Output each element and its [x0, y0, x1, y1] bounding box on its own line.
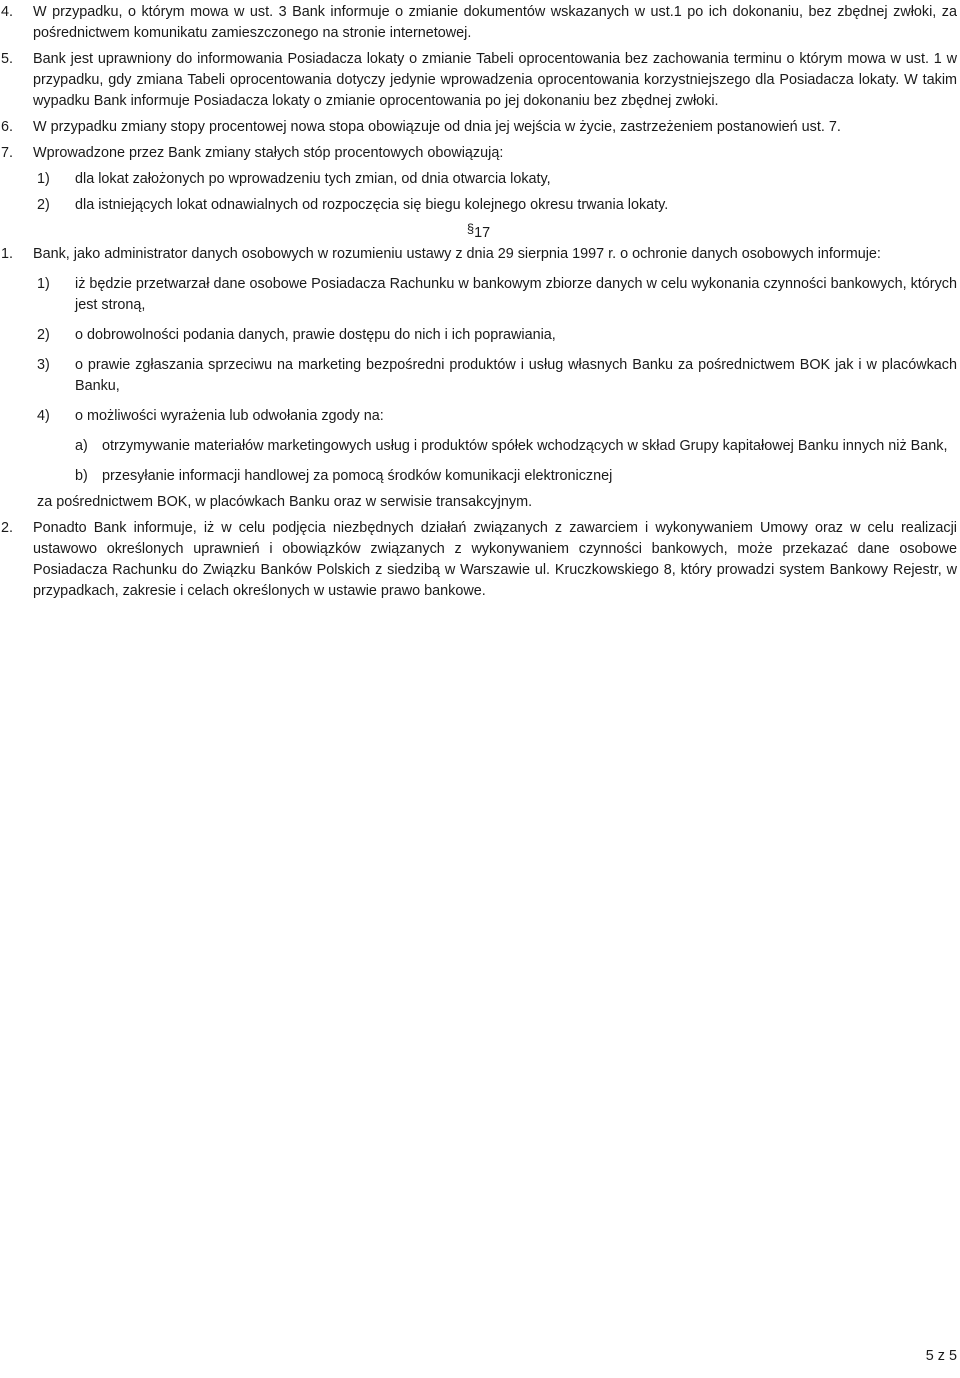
sub-list-item — [0, 325, 957, 346]
sub-item-number: 1) — [37, 276, 50, 292]
sub-list-item — [0, 274, 957, 316]
sub-sub-list-item — [0, 436, 957, 457]
document-page — [0, 2, 957, 602]
sub-list-item — [0, 406, 957, 427]
sub-item-text: dla lokat założonych po wprowadzeniu tych zmian, od dnia otwarcia lokaty, — [75, 171, 551, 187]
sub-item-text: iż będzie przetwarzał dane osobowe Posiadacza Rachunku w bankowym zbiorze danych w celu wykonania czynności bankowych, których jest stroną, — [75, 276, 957, 313]
sub-item-text: dla istniejących lokat odnawialnych od rozpoczęcia się biegu kolejnego okresu trwania lokaty. — [75, 197, 669, 213]
continuation-text: za pośrednictwem BOK, w placówkach Banku oraz w serwisie transakcyjnym. — [37, 494, 533, 510]
sub-list-item — [0, 355, 957, 397]
list-item — [0, 244, 957, 265]
paragraph-number: 17 — [474, 225, 491, 241]
sub-item-number: 4) — [37, 408, 50, 424]
sub-list-item — [0, 169, 957, 190]
sub-sub-list-item — [0, 466, 957, 487]
sub-sub-item-text: przesyłanie informacji handlowej za pomocą środków komunikacji elektronicznej — [102, 468, 613, 484]
page-number: 5 z 5 — [925, 1348, 957, 1364]
item-number: 5. — [1, 51, 14, 67]
sub-item-text: o prawie zgłaszania sprzeciwu na marketing bezpośredni produktów i usług własnych Banku za pośrednictwem BOK jak i w placówkach Banku, — [75, 357, 957, 394]
item-text: Ponadto Bank informuje, iż w celu podjęcia niezbędnych działań związanych z zawarciem i wykonywaniem Umowy oraz w celu realizacji ustawowo określonych uprawnień i obowiązków związanych z wykonywaniem czynności bankowych, może przekazać dane osobowe Posiadacza Rachunku do Związku Banków Polskich z siedzibą w Warszawie ul. Kruczkowskiego 8, który prowadzi system Bankowy Rejestr, w przypadkach, zakresie i celach określonych w ustawie prawo bankowe. — [33, 520, 957, 599]
sub-item-number: 2) — [37, 327, 50, 343]
item-number: 1. — [1, 246, 14, 262]
item-number: 7. — [1, 145, 14, 161]
sub-item-text: o dobrowolności podania danych, prawie dostępu do nich i ich poprawiania, — [75, 327, 556, 343]
sub-sub-item-number: a) — [75, 438, 88, 454]
list-item — [0, 2, 957, 44]
item-text: Bank jest uprawniony do informowania Posiadacza lokaty o zmianie Tabeli oprocentowania bez zachowania terminu o którym mowa w ust. 1 w przypadku, gdy zmiana Tabeli oprocentowania dotyczy jedynie wprowadzenia oprocentowania korzystniejszego dla Posiadacza lokaty. W takim wypadku Bank informuje Posiadacza lokaty o zmianie oprocentowania po jej dokonaniu bez zbędnej zwłoki. — [33, 51, 957, 109]
sub-item-number: 2) — [37, 197, 50, 213]
item-text: Bank, jako administrator danych osobowych w rozumieniu ustawy z dnia 29 sierpnia 1997 r. o ochronie danych osobowych informuje: — [33, 246, 881, 262]
list-item — [0, 117, 957, 138]
sub-list-item — [0, 195, 957, 216]
item-number: 2. — [1, 520, 14, 536]
sub-sub-item-text: otrzymywanie materiałów marketingowych usług i produktów spółek wchodzących w skład Grupy kapitałowej Banku innych niż Bank, — [102, 438, 948, 454]
item-text: Wprowadzone przez Bank zmiany stałych stóp procentowych obowiązują: — [33, 145, 504, 161]
list-item — [0, 518, 957, 602]
item-number: 4. — [1, 4, 14, 20]
sub-item-number: 3) — [37, 357, 50, 373]
list-item — [0, 49, 957, 112]
item-text: W przypadku zmiany stopy procentowej nowa stopa obowiązuje od dnia jej wejścia w życie, zastrzeżeniem postanowień ust. 7. — [33, 119, 841, 135]
item-number: 6. — [1, 119, 14, 135]
list-item — [0, 143, 957, 164]
sub-item-text: o możliwości wyrażenia lub odwołania zgody na: — [75, 408, 384, 424]
sub-item-number: 1) — [37, 171, 50, 187]
section-symbol: § — [466, 221, 475, 236]
paragraph-heading — [0, 222, 957, 244]
sub-sub-item-number: b) — [75, 468, 88, 484]
item-text: W przypadku, o którym mowa w ust. 3 Bank informuje o zmianie dokumentów wskazanych w ust.1 po ich dokonaniu, bez zbędnej zwłoki, za pośrednictwem komunikatu zamieszczonego na stronie internetowej. — [33, 4, 957, 41]
